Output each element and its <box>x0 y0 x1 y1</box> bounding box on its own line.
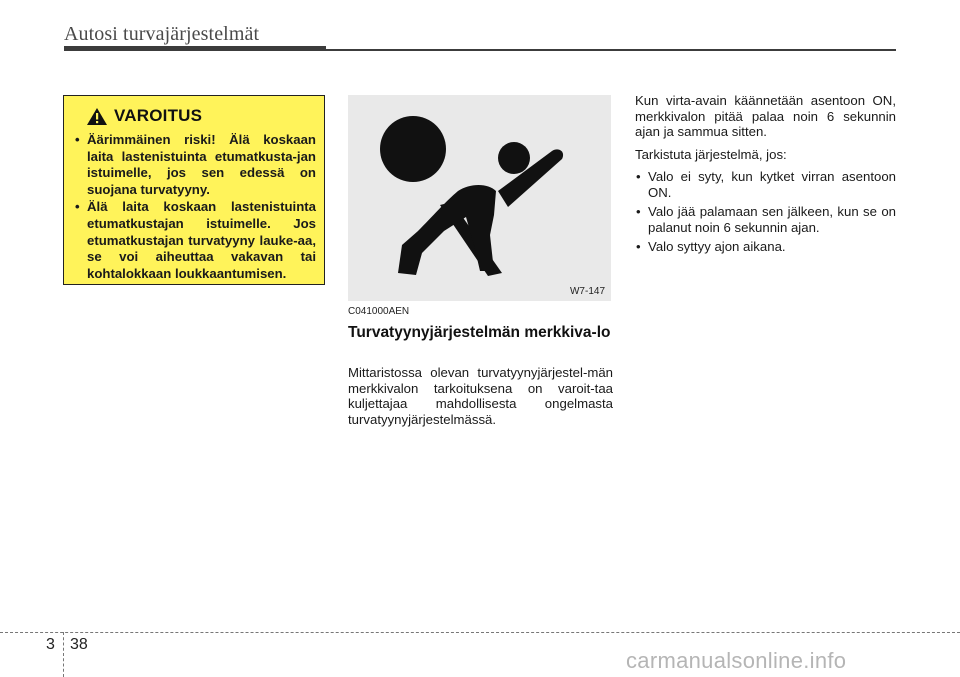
warning-item: • Äärimmäinen riski! Älä koskaan laita lastenistuinta etumatkusta-jan istuimelle, jos sen edessä on suojana turvatyyny. <box>74 132 316 198</box>
header-rule-thick <box>64 46 326 51</box>
warning-triangle-icon <box>86 107 108 126</box>
list-item: • Valo ei syty, kun kytket virran asentoon ON. <box>635 169 896 200</box>
paragraph: Tarkistuta järjestelmä, jos: <box>635 146 787 162</box>
running-header-title: Autosi turvajärjestelmät <box>64 23 260 45</box>
check-list <box>635 169 896 255</box>
watermark: carmanualsonline.info <box>626 648 847 673</box>
section-title: Turvatyynyjärjestelmän merkkiva-lo <box>348 324 611 341</box>
paragraph: Kun virta-avain käännetään asentoon ON, merkkivalon pitää palaa noin 6 sekunnin ajan ja sammua sitten. <box>635 93 896 139</box>
right-column <box>635 93 896 259</box>
figure-code: W7-147 <box>569 286 605 297</box>
list-item: • Valo syttyy ajon aikana. <box>635 239 896 255</box>
list-item: • Valo jää palamaan sen jälkeen, kun se on palanut noin 6 sekunnin ajan. <box>635 204 896 235</box>
warning-item: • Älä laita koskaan lastenistuinta etumatkustajan istuimelle. Jos etumatkustajan turvatyyny lauke-aa, se voi aiheuttaa vakavan tai kohtalokkaan loukkaantumisen. <box>74 199 316 282</box>
warning-box <box>63 95 325 285</box>
airbag-warning-figure <box>348 95 611 301</box>
header-rule-thin <box>326 49 896 51</box>
page-number: 38 <box>70 636 88 653</box>
warning-list <box>74 132 316 282</box>
section-body: Mittaristossa olevan turvatyynyjärjestel-män merkkivalon tarkoituksena on varoit-taa kuljettajaa mahdollisesta ongelmasta turvatyynyjärjestelmässä. <box>348 365 613 427</box>
section-reference-code: C041000AEN <box>348 306 410 317</box>
chapter-number: 3 <box>46 636 55 653</box>
footer-rule <box>0 632 960 633</box>
warning-title: VAROITUS <box>114 106 203 125</box>
warning-header <box>86 104 316 128</box>
airbag-warning-icon <box>348 95 611 301</box>
footer-divider <box>63 632 64 677</box>
